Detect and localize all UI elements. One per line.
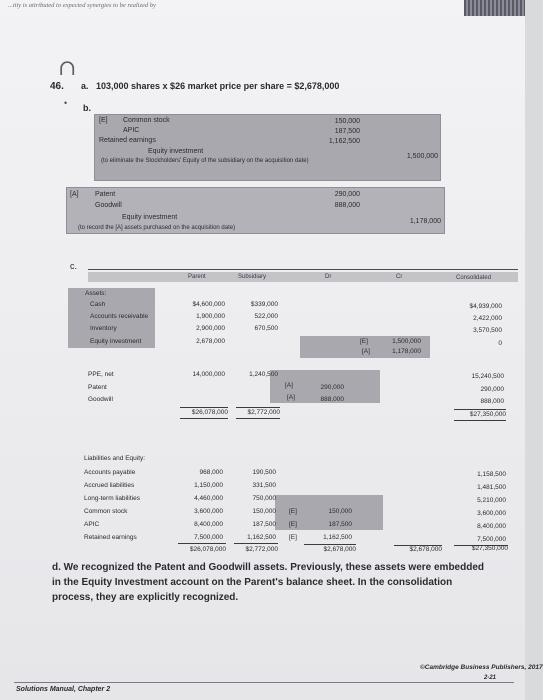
entry-a-account: Goodwill — [95, 202, 122, 209]
part-d-letter: d. — [52, 562, 61, 573]
part-c-letter: c. — [70, 261, 78, 271]
subsidiary-total: $2,772,000 — [247, 409, 280, 416]
dr-tag: [E] — [289, 508, 297, 515]
row-label: Goodwill — [88, 396, 113, 403]
row-label: Accrued liabilities — [84, 482, 135, 489]
consolidated-cell: 290,000 — [480, 386, 504, 393]
footer-chapter: Solutions Manual, Chapter 2 — [16, 686, 111, 693]
entry-a-debit: 290,000 — [334, 191, 360, 198]
subsidiary-double-rule — [236, 418, 280, 419]
dr-tag: [A] — [285, 382, 293, 389]
consolidated-cell: $4,939,000 — [469, 303, 502, 310]
pencil-mark: ∩ — [58, 56, 77, 81]
column-header-subsidiary: Subsidiary — [238, 274, 267, 280]
subsidiary-cell: 150,000 — [252, 508, 276, 515]
part-a-text: 103,000 shares x $26 market price per share = $2,678,000 — [96, 81, 340, 91]
cr-total: $2,678,000 — [409, 546, 442, 553]
parent-cell: 7,500,000 — [194, 534, 223, 541]
consolidated-cell: 1,158,500 — [477, 471, 506, 478]
entry-a-tag: [A] — [70, 191, 79, 198]
row-label: PPE, net — [88, 371, 114, 378]
subsidiary-cell: 1,240,500 — [249, 371, 278, 378]
parent-total-rule — [178, 543, 226, 544]
part-a-letter: a. — [81, 81, 89, 91]
column-header-dr: Dr — [325, 274, 332, 280]
column-header-cr: Cr — [396, 274, 403, 280]
entry-a-note: (to record the [A] assets purchased on the acquisition date) — [78, 225, 236, 231]
entry-a-debit: 888,000 — [334, 202, 360, 209]
dr-cell: 888,000 — [320, 396, 344, 403]
problem-number: 46. — [50, 81, 64, 92]
cr-tag: [A] — [362, 348, 370, 355]
entry-e-debit: 150,000 — [334, 118, 360, 125]
parent-cell: 14,000,000 — [192, 371, 225, 378]
parent-total: $26,078,000 — [189, 546, 226, 553]
consolidated-cell: 3,570,500 — [473, 327, 502, 334]
dr-total: $2,678,000 — [323, 546, 356, 553]
entry-e-credit: 1,500,000 — [406, 153, 438, 160]
subsidiary-cell: 190,500 — [252, 469, 276, 476]
parent-cell: 2,900,000 — [196, 325, 225, 332]
row-label: Patent — [88, 384, 107, 391]
entry-e-account: Equity investment — [148, 148, 204, 155]
entry-e-tag: [E] — [99, 117, 108, 124]
parent-cell: 3,600,000 — [194, 508, 223, 515]
row-label: APIC — [84, 521, 100, 528]
row-label: Long-term liabilities — [84, 495, 140, 502]
journal-entry-e — [94, 114, 441, 181]
consolidated-total: $27,350,000 — [469, 411, 506, 418]
parent-cell: $4,600,000 — [192, 301, 225, 308]
subsidiary-cell: 331,500 — [252, 482, 276, 489]
row-label: Common stock — [84, 508, 128, 515]
consolidated-cell: 2,422,000 — [473, 315, 502, 322]
subsidiary-cell: 1,162,500 — [247, 534, 276, 541]
consolidated-cell: 0 — [498, 340, 502, 347]
footer-copyright: ©Cambridge Business Publishers, 2017 — [420, 664, 543, 671]
subsidiary-cell: 187,500 — [252, 521, 276, 528]
parent-cell: 968,000 — [199, 469, 223, 476]
footer-page-number: 2-21 — [484, 675, 497, 681]
parent-total: $26,078,000 — [191, 409, 228, 416]
subsidiary-cell: 522,000 — [254, 313, 278, 320]
running-header-text: ...tity is attributed to expected synergies to be realized by — [8, 2, 156, 9]
page-edge-binding — [464, 0, 525, 16]
parent-cell: 8,400,000 — [194, 521, 223, 528]
consolidated-double-rule — [454, 420, 506, 421]
consolidated-cell: 3,600,000 — [477, 510, 506, 517]
consolidated-cell: 5,210,000 — [477, 497, 506, 504]
consolidated-total-rule — [454, 409, 506, 410]
dr-cell: 150,000 — [328, 508, 352, 515]
consolidated-cell: 1,481,500 — [477, 484, 506, 491]
parent-cell: 4,460,000 — [194, 495, 223, 502]
entry-e-debit: 187,500 — [334, 128, 360, 135]
consolidated-cell: 7,500,000 — [477, 536, 506, 543]
consolidated-cell: 8,400,000 — [477, 523, 506, 530]
subsidiary-cell: 670,500 — [254, 325, 278, 332]
column-header-parent: Parent — [188, 274, 206, 280]
subsidiary-total-rule — [234, 543, 278, 544]
part-b-letter: b. — [83, 103, 91, 113]
row-label: Cash — [90, 301, 106, 308]
dr-cell: 1,162,500 — [323, 534, 352, 541]
row-label: Equity investment — [90, 338, 142, 345]
parent-cell: 1,150,000 — [194, 482, 223, 489]
entry-e-account: Retained earnings — [99, 137, 156, 144]
part-d-text: We recognized the Patent and Goodwill assets. Previously, these assets were embedded in the Equity Investment account on the Parent's balance sheet. In the consolidation process, they are explicitly recognized. — [52, 562, 484, 603]
entry-e-account: APIC — [123, 127, 140, 134]
consolidated-total: $27,350,000 — [471, 545, 508, 552]
subsidiary-total-rule — [236, 407, 280, 408]
cr-cell: 1,500,000 — [392, 338, 421, 345]
check-mark-icon: • — [64, 98, 68, 108]
dr-tag: [A] — [287, 394, 295, 401]
row-label: Inventory — [90, 325, 117, 332]
table-top-rule — [88, 269, 518, 270]
consolidated-cell: 888,000 — [480, 398, 504, 405]
footer-rule — [14, 682, 514, 683]
entry-a-credit: 1,178,000 — [409, 218, 441, 225]
subsidiary-cell: 750,000 — [252, 495, 276, 502]
consolidated-cell: 15,240,500 — [471, 373, 504, 380]
cr-cell: 1,178,000 — [392, 348, 421, 355]
parent-double-rule — [180, 418, 228, 419]
entry-e-note: (to eliminate the Stockholders' Equity of the subsidiary on the acquisition date) — [101, 158, 309, 164]
row-label: Accounts receivable — [90, 313, 149, 320]
entry-e-account: Common stock — [123, 117, 170, 124]
row-label: Accounts payable — [84, 469, 136, 476]
row-label: Retained earnings — [84, 534, 137, 541]
column-header-consolidated: Consolidated — [456, 275, 492, 281]
assets-heading: Assets: — [85, 290, 107, 297]
dr-cell: 187,500 — [328, 521, 352, 528]
dr-tag: [E] — [289, 521, 297, 528]
dr-cell: 290,000 — [320, 384, 344, 391]
entry-e-debit: 1,162,500 — [328, 138, 360, 145]
cr-tag: [E] — [360, 338, 368, 345]
subsidiary-cell: $339,000 — [250, 301, 278, 308]
dr-tag: [E] — [289, 534, 297, 541]
subsidiary-total: $2,772,000 — [245, 546, 278, 553]
dr-total-rule — [304, 544, 356, 545]
entry-a-account: Equity investment — [122, 214, 178, 221]
liabilities-heading: Liabilities and Equity: — [84, 455, 146, 462]
parent-cell: 2,678,000 — [196, 338, 225, 345]
entry-a-account: Patent — [95, 191, 116, 198]
parent-total-rule — [180, 407, 228, 408]
table-header-row — [88, 272, 518, 282]
parent-cell: 1,900,000 — [196, 313, 225, 320]
part-d-paragraph — [52, 560, 492, 605]
